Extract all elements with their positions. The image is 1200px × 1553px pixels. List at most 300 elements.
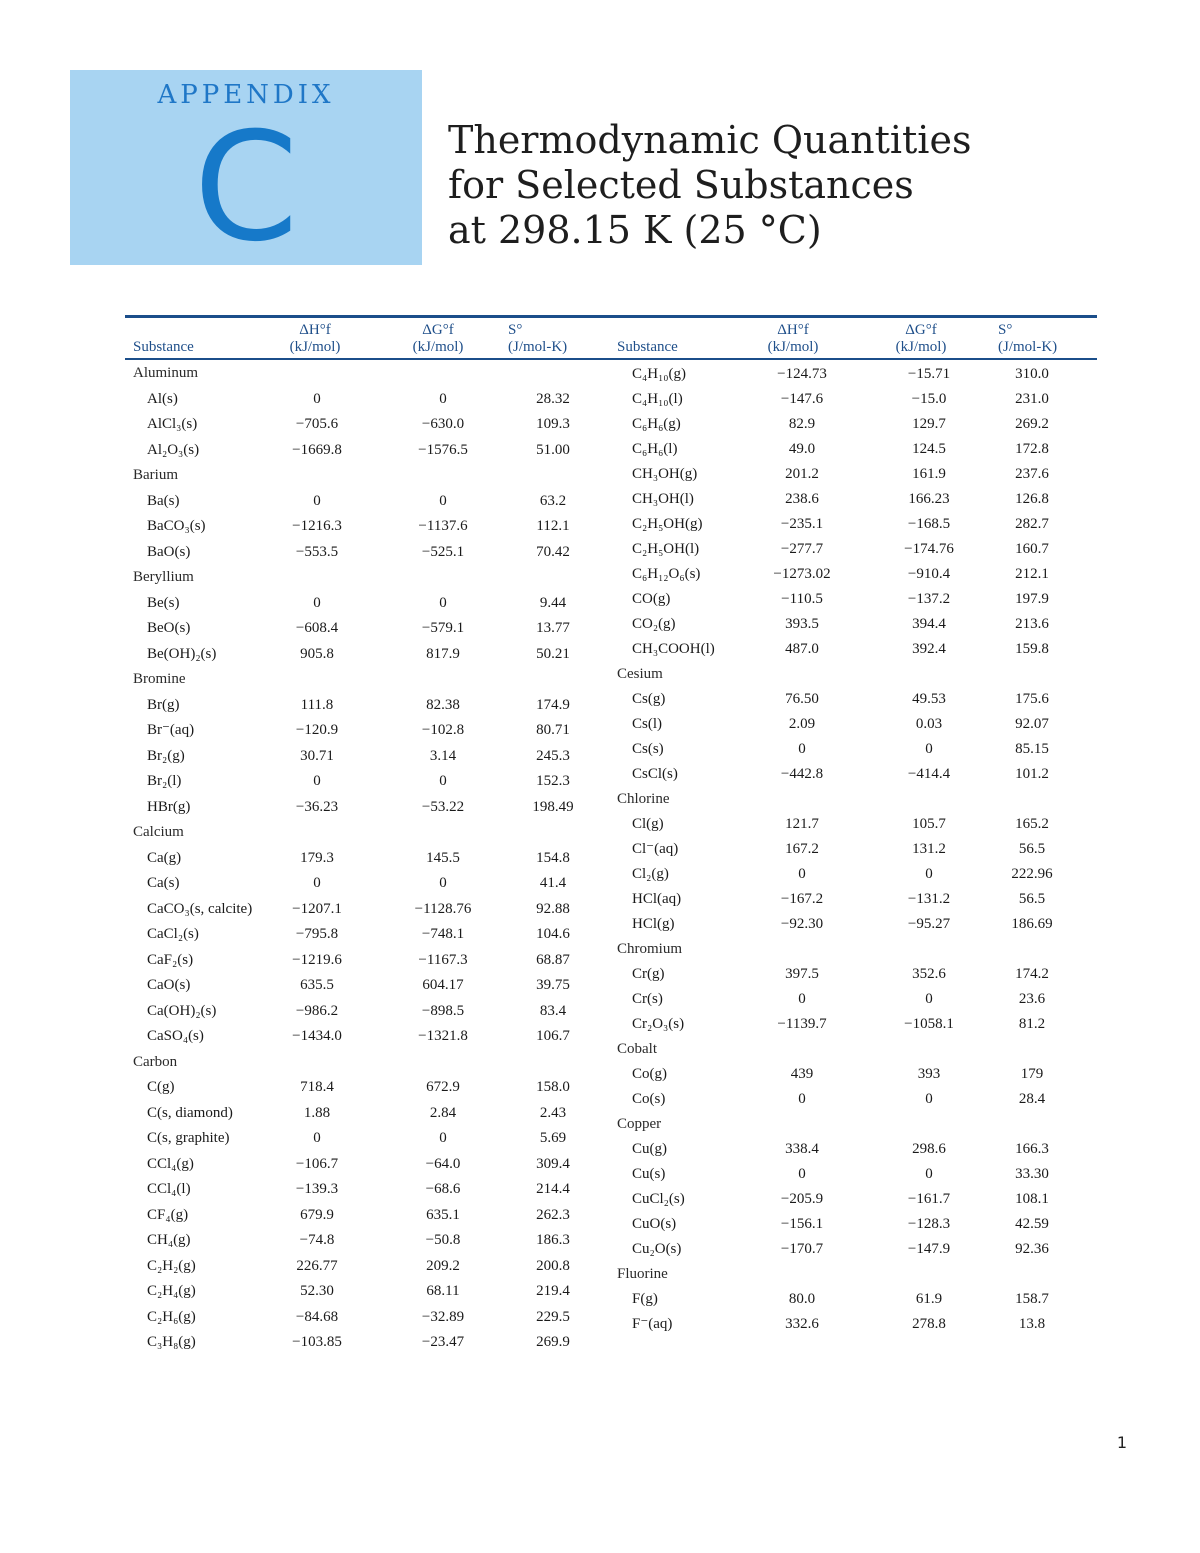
enthalpy-cell: −1207.1 (292, 900, 342, 917)
gibbs-cell: 0 (439, 875, 447, 891)
substance-cell: Br(g) (147, 696, 180, 713)
substance-cell: Br⁻(aq) (147, 722, 195, 738)
gibbs-cell: 278.8 (912, 1316, 946, 1332)
gibbs-cell: 2.84 (429, 1104, 457, 1121)
entropy-cell: 9.44 (539, 594, 567, 611)
gibbs-cell: −15.71 (907, 366, 951, 382)
entropy-cell: 186.3 (536, 1232, 570, 1248)
col-header-s-unit-right: (J/mol-K) (998, 339, 1058, 355)
gibbs-cell: 82.38 (426, 696, 460, 713)
gibbs-cell: 49.53 (912, 691, 946, 707)
gibbs-cell: 3.14 (429, 747, 457, 764)
element-group-name: Beryllium (133, 569, 194, 585)
entropy-cell: 13.8 (1018, 1316, 1046, 1332)
substance-cell: C₂H₅OH(l) (632, 541, 700, 557)
entropy-cell: 159.8 (1015, 641, 1049, 657)
col-header-h-unit-left: (kJ/mol) (289, 339, 341, 355)
gibbs-cell: −102.8 (421, 722, 465, 738)
gibbs-cell: 166.23 (908, 491, 950, 507)
table-row (0, 462, 1200, 487)
col-header-s-unit-left: (J/mol-K) (508, 339, 568, 355)
gibbs-cell: 298.6 (912, 1141, 946, 1157)
element-group-name: Chlorine (617, 791, 670, 807)
entropy-cell: 51.00 (536, 441, 570, 458)
gibbs-cell: 0 (925, 741, 933, 757)
col-header-h-unit-right: (kJ/mol) (767, 339, 819, 355)
entropy-cell: 154.8 (536, 849, 570, 866)
enthalpy-cell: 80.0 (788, 1291, 816, 1307)
entropy-cell: 33.30 (1015, 1166, 1049, 1182)
entropy-cell: 41.4 (539, 875, 567, 891)
gibbs-cell: −53.22 (421, 798, 465, 815)
substance-cell: C₆H₆(l) (632, 441, 678, 457)
substance-cell: BaCO₃(s) (147, 518, 206, 534)
table-row (0, 1012, 1200, 1037)
substance-cell: HCl(aq) (632, 891, 682, 907)
gibbs-cell: −64.0 (425, 1155, 461, 1172)
substance-cell: CO(g) (632, 591, 671, 607)
substance-cell: CCl₄(l) (147, 1181, 191, 1197)
enthalpy-cell: 332.6 (785, 1316, 819, 1332)
table-header-rule (125, 358, 1097, 360)
substance-cell: Cs(l) (632, 716, 662, 732)
table-row (0, 562, 1200, 587)
gibbs-cell: −1137.6 (418, 518, 468, 534)
table-row (0, 712, 1200, 737)
substance-cell: HBr(g) (147, 798, 191, 815)
substance-cell: CH₄(g) (147, 1232, 191, 1248)
table-row (0, 1212, 1200, 1237)
entropy-cell: 2.43 (539, 1104, 567, 1121)
table-row (0, 962, 1200, 987)
gibbs-cell: −131.2 (907, 891, 951, 907)
gibbs-cell: 0 (439, 390, 447, 407)
table-row (0, 637, 1200, 662)
entropy-cell: 212.1 (1015, 566, 1049, 582)
substance-cell: F⁻(aq) (632, 1316, 673, 1332)
enthalpy-cell: −1219.6 (292, 951, 342, 968)
enthalpy-cell: −103.85 (292, 1334, 342, 1350)
table-row (0, 512, 1200, 537)
table-row (0, 887, 1200, 912)
entropy-cell: 63.2 (539, 492, 567, 509)
substance-cell: Co(g) (632, 1066, 667, 1082)
enthalpy-cell: −139.3 (295, 1181, 339, 1197)
enthalpy-cell: 226.77 (296, 1257, 338, 1274)
table-row (0, 1137, 1200, 1162)
gibbs-cell: −50.8 (425, 1232, 461, 1248)
gibbs-cell: −748.1 (421, 926, 465, 942)
gibbs-cell: 352.6 (912, 966, 946, 982)
enthalpy-cell: 167.2 (785, 841, 819, 857)
enthalpy-cell: −1139.7 (777, 1016, 827, 1032)
substance-cell: C₂H₂(g) (147, 1257, 196, 1274)
enthalpy-cell: 0 (313, 773, 321, 789)
substance-cell: AlCl₃(s) (147, 416, 198, 432)
substance-cell: CH₃OH(g) (632, 466, 698, 482)
enthalpy-cell: −442.8 (780, 766, 824, 782)
entropy-cell: 175.6 (1015, 691, 1049, 707)
entropy-cell: 166.3 (1015, 1141, 1049, 1157)
substance-cell: F(g) (632, 1291, 658, 1307)
gibbs-cell: −910.4 (907, 566, 951, 582)
gibbs-cell: 604.17 (422, 977, 464, 993)
substance-cell: C₂H₄(g) (147, 1283, 196, 1299)
entropy-cell: 174.9 (536, 696, 570, 713)
substance-cell: Cs(s) (632, 741, 664, 757)
element-group-name: Cobalt (617, 1041, 657, 1057)
enthalpy-cell: −156.1 (780, 1216, 824, 1232)
enthalpy-cell: 0 (798, 1091, 806, 1107)
element-group-name: Barium (133, 467, 178, 483)
enthalpy-cell: 121.7 (785, 816, 819, 832)
entropy-cell: 198.49 (532, 798, 574, 815)
enthalpy-cell: 0 (798, 991, 806, 1007)
entropy-cell: 213.6 (1015, 616, 1049, 632)
entropy-cell: 106.7 (536, 1028, 570, 1044)
entropy-cell: 158.7 (1015, 1291, 1049, 1307)
entropy-cell: 13.77 (536, 620, 570, 636)
entropy-cell: 23.6 (1018, 991, 1046, 1007)
gibbs-cell: 672.9 (426, 1079, 460, 1095)
entropy-cell: 28.32 (536, 390, 570, 407)
entropy-cell: 70.42 (536, 543, 570, 560)
enthalpy-cell: 76.50 (785, 691, 819, 707)
element-group-name: Copper (617, 1116, 662, 1132)
gibbs-cell: −15.0 (911, 391, 947, 407)
appendix-letter: C (193, 101, 299, 275)
gibbs-cell: 635.1 (426, 1206, 460, 1223)
enthalpy-cell: 487.0 (785, 641, 819, 657)
group-header-row (0, 937, 1200, 962)
table-row (0, 412, 1200, 437)
entropy-cell: 109.3 (536, 416, 570, 432)
gibbs-cell: 0 (925, 1091, 933, 1107)
entropy-cell: 197.9 (1015, 591, 1049, 607)
entropy-cell: 56.5 (1018, 841, 1046, 857)
col-header-substance-left: Substance (133, 339, 194, 355)
entropy-cell: 262.3 (536, 1206, 570, 1223)
gibbs-cell: 392.4 (912, 641, 946, 657)
enthalpy-cell: −167.2 (780, 891, 824, 907)
gibbs-cell: −137.2 (907, 591, 951, 607)
substance-cell: CsCl(s) (632, 766, 678, 782)
gibbs-cell: 0 (925, 991, 933, 1007)
element-group-name: Calcium (133, 824, 184, 840)
entropy-cell: 214.4 (536, 1181, 570, 1197)
enthalpy-cell: −147.6 (780, 391, 824, 407)
element-group-name: Bromine (133, 671, 186, 687)
enthalpy-cell: −1216.3 (292, 518, 342, 534)
gibbs-cell: 0 (925, 1166, 933, 1182)
substance-cell: BaO(s) (147, 543, 191, 560)
col-header-g-sym-right: ΔG°f (905, 322, 937, 338)
gibbs-cell: 0 (439, 492, 447, 509)
entropy-cell: 39.75 (536, 977, 570, 993)
gibbs-cell: 61.9 (915, 1291, 943, 1307)
entropy-cell: 68.87 (536, 951, 570, 968)
substance-cell: HCl(g) (632, 916, 675, 932)
substance-cell: C₄H₁₀(g) (632, 366, 687, 382)
gibbs-cell: −147.9 (907, 1241, 951, 1257)
enthalpy-cell: 679.9 (300, 1206, 334, 1223)
element-group-name: Carbon (133, 1053, 178, 1070)
entropy-cell: 219.4 (536, 1283, 570, 1299)
enthalpy-cell: −277.7 (780, 541, 824, 557)
substance-cell: Al(s) (147, 390, 178, 407)
gibbs-cell: 145.5 (426, 849, 460, 866)
entropy-cell: 237.6 (1015, 466, 1049, 482)
entropy-cell: 92.07 (1015, 716, 1049, 732)
substance-cell: Cl⁻(aq) (632, 841, 679, 857)
entropy-cell: 112.1 (536, 518, 570, 534)
table-row (0, 987, 1200, 1012)
substance-cell: C₄H₁₀(l) (632, 391, 683, 407)
table-row (0, 737, 1200, 762)
table-row (0, 912, 1200, 937)
table-row (0, 1162, 1200, 1187)
substance-cell: Cl(g) (632, 816, 664, 832)
enthalpy-cell: −170.7 (780, 1241, 824, 1257)
entropy-cell: 101.2 (1015, 766, 1049, 782)
entropy-cell: 231.0 (1015, 391, 1049, 407)
enthalpy-cell: 635.5 (300, 977, 334, 993)
entropy-cell: 172.8 (1015, 441, 1049, 457)
appendix-label: APPENDIX (157, 80, 335, 110)
element-group-name: Aluminum (133, 365, 199, 381)
enthalpy-cell: −608.4 (295, 620, 339, 636)
enthalpy-cell: 49.0 (788, 441, 816, 457)
entropy-cell: 160.7 (1015, 541, 1049, 557)
table-row (0, 612, 1200, 637)
entropy-cell: 92.36 (1015, 1241, 1049, 1257)
substance-cell: Cr(s) (632, 991, 663, 1007)
substance-cell: C₂H₆(g) (147, 1308, 196, 1325)
entropy-cell: 126.8 (1015, 491, 1049, 507)
gibbs-cell: 161.9 (912, 466, 946, 482)
substance-cell: Be(OH)₂(s) (147, 645, 217, 662)
gibbs-cell: −1576.5 (418, 441, 468, 458)
enthalpy-cell: −110.5 (781, 591, 823, 607)
table-row (0, 1187, 1200, 1212)
entropy-cell: 104.6 (536, 926, 570, 942)
substance-cell: Co(s) (632, 1091, 666, 1107)
gibbs-cell: −161.7 (907, 1191, 951, 1207)
substance-cell: C₆H₆(g) (632, 416, 681, 432)
substance-cell: Ca(OH)₂(s) (147, 1002, 217, 1019)
gibbs-cell: −525.1 (421, 543, 465, 560)
entropy-cell: 310.0 (1015, 366, 1049, 382)
col-header-g-unit-left: (kJ/mol) (412, 339, 464, 355)
element-group-name: Cesium (617, 666, 663, 682)
table-row (0, 812, 1200, 837)
entropy-cell: 152.3 (536, 773, 570, 789)
table-row (0, 1087, 1200, 1112)
gibbs-cell: −1321.8 (418, 1028, 468, 1044)
substance-cell: C(g) (147, 1079, 175, 1095)
substance-cell: C₃H₈(g) (147, 1334, 196, 1350)
substance-cell: CuO(s) (632, 1216, 677, 1232)
enthalpy-cell: 397.5 (785, 966, 819, 982)
enthalpy-cell: 111.8 (300, 696, 334, 713)
gibbs-cell: 124.5 (912, 441, 946, 457)
substance-cell: CaCO₃(s, calcite) (147, 900, 253, 917)
substance-cell: Ba(s) (147, 492, 180, 509)
enthalpy-cell: 179.3 (300, 849, 334, 866)
substance-cell: Ca(s) (147, 875, 180, 891)
entropy-cell: 108.1 (1015, 1191, 1049, 1207)
table-row (0, 487, 1200, 512)
substance-cell: CH₃COOH(l) (632, 641, 715, 657)
table-row (0, 362, 1200, 387)
enthalpy-cell: 2.09 (788, 716, 816, 732)
gibbs-cell: 105.7 (912, 816, 946, 832)
enthalpy-cell: −1434.0 (292, 1028, 342, 1044)
enthalpy-cell: 82.9 (788, 416, 816, 432)
substance-cell: CaO(s) (147, 977, 191, 993)
enthalpy-cell: 0 (313, 492, 321, 509)
element-group-name: Fluorine (617, 1266, 668, 1282)
entropy-cell: 81.2 (1018, 1016, 1046, 1032)
enthalpy-cell: 338.4 (785, 1141, 819, 1157)
enthalpy-cell: −36.23 (295, 798, 339, 815)
substance-cell: Br₂(l) (147, 773, 182, 789)
gibbs-cell: −32.89 (421, 1308, 465, 1325)
element-group-name: Chromium (617, 941, 683, 957)
enthalpy-cell: −1273.02 (773, 566, 831, 582)
substance-cell: C₂H₅OH(g) (632, 516, 703, 532)
page-title (448, 118, 1168, 253)
gibbs-cell: −128.3 (907, 1216, 951, 1232)
enthalpy-cell: 718.4 (300, 1079, 334, 1095)
gibbs-cell: 394.4 (912, 616, 946, 632)
enthalpy-cell: 1.88 (303, 1104, 331, 1121)
table-row (0, 437, 1200, 462)
col-header-h-sym-right: ΔH°f (777, 322, 809, 338)
enthalpy-cell: 0 (313, 390, 321, 407)
substance-cell: Ca(g) (147, 849, 182, 866)
table-row (0, 1287, 1200, 1312)
enthalpy-cell: 0 (798, 866, 806, 882)
enthalpy-cell: 0 (798, 741, 806, 757)
gibbs-cell: 0.03 (915, 716, 943, 732)
table-row (0, 762, 1200, 787)
gibbs-cell: 817.9 (426, 645, 460, 662)
title-line-2: for Selected Substances (448, 163, 914, 207)
col-header-h-sym-left: ΔH°f (299, 322, 331, 338)
substance-cell: Cu(s) (632, 1166, 666, 1182)
title-line-3: at 298.15 K (25 °C) (448, 208, 822, 252)
gibbs-cell: 0 (439, 773, 447, 789)
table-row (0, 837, 1200, 862)
col-header-substance-right: Substance (617, 339, 678, 355)
enthalpy-cell: −205.9 (780, 1191, 824, 1207)
page-number: 1 (1116, 1433, 1128, 1452)
entropy-cell: 85.15 (1015, 741, 1049, 757)
col-header-s-sym-right: S° (998, 322, 1013, 338)
appendix-badge (70, 70, 422, 275)
substance-cell: C₆H₁₂O₆(s) (632, 566, 701, 582)
entropy-cell: 269.2 (1015, 416, 1049, 432)
substance-cell: C(s, graphite) (147, 1130, 230, 1146)
entropy-cell: 83.4 (539, 1002, 567, 1019)
substance-cell: CaF₂(s) (147, 951, 194, 968)
substance-cell: Cl₂(g) (632, 866, 669, 882)
gibbs-cell: −23.47 (421, 1334, 465, 1350)
enthalpy-cell: −235.1 (780, 516, 824, 532)
entropy-cell: 42.59 (1015, 1216, 1049, 1232)
table-row (0, 687, 1200, 712)
gibbs-cell: −579.1 (421, 620, 465, 636)
enthalpy-cell: −120.9 (295, 722, 339, 738)
substance-cell: CuCl₂(s) (632, 1191, 685, 1207)
entropy-cell: 56.5 (1018, 891, 1046, 907)
enthalpy-cell: −986.2 (295, 1002, 339, 1019)
entropy-cell: 245.3 (536, 747, 570, 764)
substance-cell: Cr₂O₃(s) (632, 1016, 685, 1032)
entropy-cell: 229.5 (536, 1308, 570, 1325)
enthalpy-cell: −795.8 (295, 926, 339, 942)
enthalpy-cell: 0 (313, 594, 321, 611)
entropy-cell: 200.8 (536, 1257, 570, 1274)
gibbs-cell: −630.0 (421, 416, 465, 432)
enthalpy-cell: −705.6 (295, 416, 339, 432)
enthalpy-cell: 201.2 (785, 466, 819, 482)
gibbs-cell: 209.2 (426, 1257, 460, 1274)
entropy-cell: 174.2 (1015, 966, 1049, 982)
gibbs-cell: −174.76 (904, 541, 954, 557)
entropy-cell: 186.69 (1011, 916, 1053, 932)
gibbs-cell: −898.5 (421, 1002, 465, 1019)
gibbs-cell: −1058.1 (904, 1016, 954, 1032)
title-line-1: Thermodynamic Quantities (448, 118, 972, 162)
entropy-cell: 80.71 (536, 722, 570, 738)
enthalpy-cell: 393.5 (785, 616, 819, 632)
gibbs-cell: −414.4 (907, 766, 951, 782)
gibbs-cell: −1167.3 (418, 951, 468, 968)
substance-cell: Be(s) (147, 594, 180, 611)
col-header-s-sym-left: S° (508, 322, 523, 338)
gibbs-cell: −95.27 (907, 916, 951, 932)
table-row (0, 1312, 1200, 1337)
group-header-row (0, 1037, 1200, 1062)
enthalpy-cell: −106.7 (295, 1155, 339, 1172)
substance-cell: C(s, diamond) (147, 1104, 233, 1121)
substance-cell: Cs(g) (632, 691, 666, 707)
enthalpy-cell: −124.73 (777, 366, 827, 382)
enthalpy-cell: 0 (798, 1166, 806, 1182)
entropy-cell: 92.88 (536, 900, 570, 917)
enthalpy-cell: −92.30 (780, 916, 824, 932)
entropy-cell: 269.9 (536, 1334, 570, 1350)
table-top-rule (125, 315, 1097, 318)
substance-cell: BeO(s) (147, 620, 191, 636)
substance-cell: CH₃OH(l) (632, 491, 694, 507)
enthalpy-cell: 905.8 (300, 645, 334, 662)
table-row (0, 862, 1200, 887)
entropy-cell: 165.2 (1015, 816, 1049, 832)
gibbs-cell: 0 (439, 1130, 447, 1146)
group-header-row (0, 1262, 1200, 1287)
substance-cell: Cu(g) (632, 1141, 667, 1157)
substance-cell: Al₂O₃(s) (147, 441, 200, 458)
entropy-cell: 179 (1020, 1066, 1044, 1082)
substance-cell: CF₄(g) (147, 1206, 189, 1223)
table-row (0, 1237, 1200, 1262)
table-row (0, 387, 1200, 412)
gibbs-cell: 131.2 (912, 841, 946, 857)
entropy-cell: 222.96 (1011, 866, 1053, 882)
